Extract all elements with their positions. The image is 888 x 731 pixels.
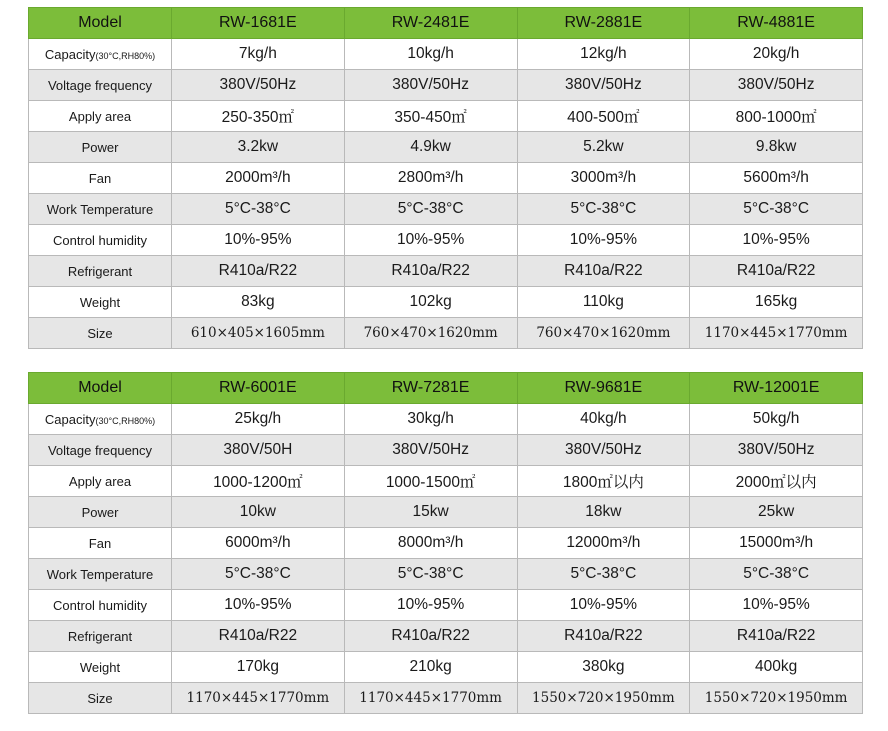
row-label bbox=[29, 404, 172, 435]
table-cell: 5°C-38°C bbox=[344, 194, 517, 225]
model-col-header: RW-7281E bbox=[344, 373, 517, 404]
row-label-text: Capacity bbox=[44, 46, 96, 62]
table-cell: 1170×445×1770mm bbox=[344, 683, 517, 714]
table-row bbox=[29, 683, 863, 714]
table-cell: 1550×720×1950mm bbox=[690, 683, 863, 714]
table-cell: 10%-95% bbox=[690, 225, 863, 256]
table-row bbox=[29, 559, 863, 590]
table-cell: 380V/50Hz bbox=[690, 70, 863, 101]
table-row bbox=[29, 287, 863, 318]
table-cell: 83kg bbox=[172, 287, 345, 318]
row-label: Apply area bbox=[29, 466, 172, 497]
table-cell: 9.8kw bbox=[690, 132, 863, 163]
table-cell: R410a/R22 bbox=[690, 621, 863, 652]
row-label: Fan bbox=[29, 163, 172, 194]
row-label: Control humidity bbox=[29, 590, 172, 621]
table-row bbox=[29, 39, 863, 70]
header-row bbox=[29, 8, 863, 39]
row-label-note: (30°C,RH80%) bbox=[95, 50, 156, 61]
table-row bbox=[29, 256, 863, 287]
table-cell: 10%-95% bbox=[517, 590, 690, 621]
table-cell: 210kg bbox=[344, 652, 517, 683]
model-col-header: RW-6001E bbox=[172, 373, 345, 404]
table-cell: 170kg bbox=[172, 652, 345, 683]
table-row bbox=[29, 466, 863, 497]
table-cell: R410a/R22 bbox=[517, 621, 690, 652]
row-label: Voltage frequency bbox=[29, 435, 172, 466]
spec-table-2 bbox=[28, 372, 863, 714]
table-row bbox=[29, 225, 863, 256]
table-cell: 1000-1200㎡ bbox=[172, 466, 345, 497]
table-cell: 3.2kw bbox=[172, 132, 345, 163]
table-cell: 1170×445×1770mm bbox=[690, 318, 863, 349]
model-col-header: RW-12001E bbox=[690, 373, 863, 404]
table-cell: 10%-95% bbox=[172, 590, 345, 621]
table-cell: 350-450㎡ bbox=[344, 101, 517, 132]
table-row bbox=[29, 194, 863, 225]
table-row bbox=[29, 435, 863, 466]
row-label: Size bbox=[29, 683, 172, 714]
table-cell: 1000-1500㎡ bbox=[344, 466, 517, 497]
table-cell: 15kw bbox=[344, 497, 517, 528]
table-cell: 5°C-38°C bbox=[172, 559, 345, 590]
row-label: Work Temperature bbox=[29, 194, 172, 225]
table-cell: 380V/50Hz bbox=[344, 70, 517, 101]
row-label: Refrigerant bbox=[29, 256, 172, 287]
model-col-header: RW-2481E bbox=[344, 8, 517, 39]
row-label: Refrigerant bbox=[29, 621, 172, 652]
model-col-header: RW-4881E bbox=[690, 8, 863, 39]
table-cell: 12kg/h bbox=[517, 39, 690, 70]
table-cell: R410a/R22 bbox=[172, 621, 345, 652]
model-col-header: RW-9681E bbox=[517, 373, 690, 404]
row-label: Work Temperature bbox=[29, 559, 172, 590]
table-cell: 25kw bbox=[690, 497, 863, 528]
table-cell: 610×405×1605mm bbox=[172, 318, 345, 349]
table-row bbox=[29, 652, 863, 683]
table-cell: 10%-95% bbox=[690, 590, 863, 621]
header-row bbox=[29, 373, 863, 404]
table-cell: 4.9kw bbox=[344, 132, 517, 163]
table-cell: 5°C-38°C bbox=[344, 559, 517, 590]
row-label-text: Capacity bbox=[44, 411, 96, 427]
table-cell: 50kg/h bbox=[690, 404, 863, 435]
table-cell: 10%-95% bbox=[344, 590, 517, 621]
table-cell: 5°C-38°C bbox=[517, 559, 690, 590]
row-label: Weight bbox=[29, 652, 172, 683]
table-cell: 380V/50Hz bbox=[517, 70, 690, 101]
table-cell: R410a/R22 bbox=[344, 256, 517, 287]
row-label bbox=[29, 39, 172, 70]
table-row bbox=[29, 70, 863, 101]
table-row bbox=[29, 163, 863, 194]
row-label-note: (30°C,RH80%) bbox=[95, 415, 156, 426]
table-cell: 102kg bbox=[344, 287, 517, 318]
table-cell: R410a/R22 bbox=[517, 256, 690, 287]
table-cell: 25kg/h bbox=[172, 404, 345, 435]
table-cell: R410a/R22 bbox=[344, 621, 517, 652]
table-row bbox=[29, 132, 863, 163]
table-cell: 1800㎡以内 bbox=[517, 466, 690, 497]
table-cell: 10%-95% bbox=[172, 225, 345, 256]
table-cell: 380V/50Hz bbox=[517, 435, 690, 466]
table-cell: 5°C-38°C bbox=[690, 559, 863, 590]
table-cell: 5°C-38°C bbox=[172, 194, 345, 225]
table-cell: 760×470×1620mm bbox=[344, 318, 517, 349]
table-row bbox=[29, 590, 863, 621]
table-row bbox=[29, 497, 863, 528]
table-cell: 250-350㎡ bbox=[172, 101, 345, 132]
row-label: Fan bbox=[29, 528, 172, 559]
table-cell: 800-1000㎡ bbox=[690, 101, 863, 132]
model-header: Model bbox=[29, 8, 172, 39]
table-cell: 1170×445×1770mm bbox=[172, 683, 345, 714]
table-cell: 380kg bbox=[517, 652, 690, 683]
row-label: Apply area bbox=[29, 101, 172, 132]
table-cell: 10kw bbox=[172, 497, 345, 528]
table-cell: 5°C-38°C bbox=[690, 194, 863, 225]
table-cell: 7kg/h bbox=[172, 39, 345, 70]
row-label: Control humidity bbox=[29, 225, 172, 256]
row-label: Power bbox=[29, 132, 172, 163]
row-label: Size bbox=[29, 318, 172, 349]
table-cell: R410a/R22 bbox=[690, 256, 863, 287]
table-row bbox=[29, 528, 863, 559]
table-cell: 5°C-38°C bbox=[517, 194, 690, 225]
table-cell: 760×470×1620mm bbox=[517, 318, 690, 349]
table-cell: 3000m³/h bbox=[517, 163, 690, 194]
table-cell: 380V/50Hz bbox=[172, 70, 345, 101]
model-col-header: RW-2881E bbox=[517, 8, 690, 39]
table-cell: 2000㎡以内 bbox=[690, 466, 863, 497]
table-cell: R410a/R22 bbox=[172, 256, 345, 287]
table-cell: 15000m³/h bbox=[690, 528, 863, 559]
spec-table-1 bbox=[28, 7, 863, 349]
table-row bbox=[29, 404, 863, 435]
table-cell: 20kg/h bbox=[690, 39, 863, 70]
table-row bbox=[29, 318, 863, 349]
table-cell: 12000m³/h bbox=[517, 528, 690, 559]
row-label: Voltage frequency bbox=[29, 70, 172, 101]
table-cell: 6000m³/h bbox=[172, 528, 345, 559]
table-cell: 165kg bbox=[690, 287, 863, 318]
table-cell: 2000m³/h bbox=[172, 163, 345, 194]
table-cell: 10kg/h bbox=[344, 39, 517, 70]
model-header: Model bbox=[29, 373, 172, 404]
table-cell: 18kw bbox=[517, 497, 690, 528]
table-cell: 30kg/h bbox=[344, 404, 517, 435]
table-cell: 400-500㎡ bbox=[517, 101, 690, 132]
table-row bbox=[29, 101, 863, 132]
table-cell: 1550×720×1950mm bbox=[517, 683, 690, 714]
table-cell: 40kg/h bbox=[517, 404, 690, 435]
table-cell: 5.2kw bbox=[517, 132, 690, 163]
table-cell: 380V/50Hz bbox=[344, 435, 517, 466]
table-cell: 5600m³/h bbox=[690, 163, 863, 194]
table-cell: 380V/50H bbox=[172, 435, 345, 466]
table-cell: 10%-95% bbox=[517, 225, 690, 256]
row-label: Power bbox=[29, 497, 172, 528]
table-cell: 2800m³/h bbox=[344, 163, 517, 194]
row-label: Weight bbox=[29, 287, 172, 318]
table-cell: 400kg bbox=[690, 652, 863, 683]
table-row bbox=[29, 621, 863, 652]
table-cell: 110kg bbox=[517, 287, 690, 318]
table-cell: 380V/50Hz bbox=[690, 435, 863, 466]
model-col-header: RW-1681E bbox=[172, 8, 345, 39]
table-cell: 10%-95% bbox=[344, 225, 517, 256]
table-cell: 8000m³/h bbox=[344, 528, 517, 559]
